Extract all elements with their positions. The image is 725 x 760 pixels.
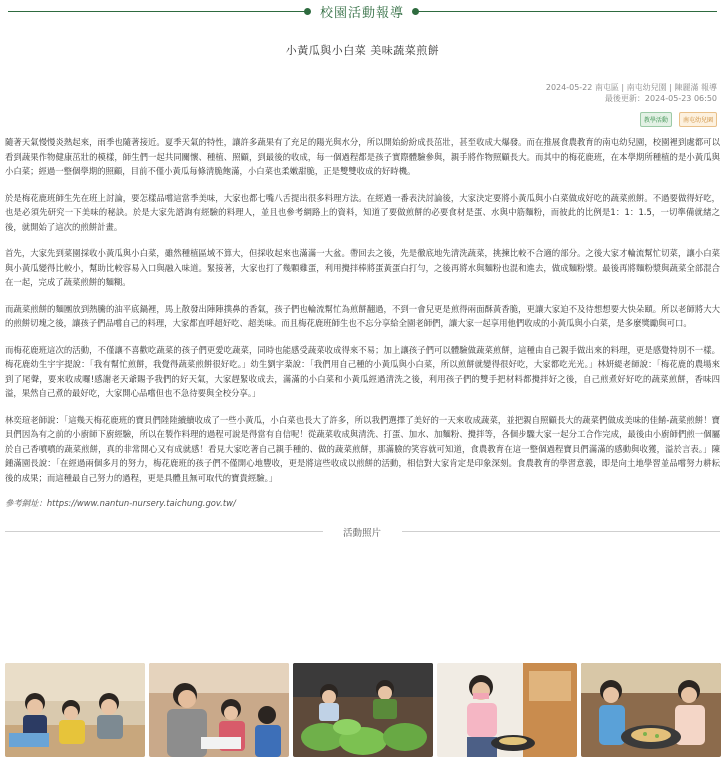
header-dot-left <box>304 8 311 15</box>
paragraph: 林奕瑄老師說：「這幾天梅花鹿班的寶貝們陸陸續續收成了一些小黃瓜，小白菜也長大了許多，所以我們選擇了美好的一天來收成蔬菜，並把親自照顧長大的蔬菜們做成美味的佳餚-蔬菜煎餅！寶貝們因為有之前的小廚師下廚經驗，所以在製作料理的過程可說是得當有自信呢！從蔬菜收成與清洗、打蛋、加水、加麵粉、攪拌等，各個步驟大家一起分工合作完成，最後由小廚師們煎一個屬於自己香噴噴的蔬菜煎餅，真的非常開心又有成就感！看見大家吃著自己親手種的、做的蔬菜煎餅，那滿臉的笑容就可知道，食農教育在這一整個過程寶貝們滿滿的感動與收獲，溢於言表。」陳鍾滿園長說：「在經過兩個多月的努力，梅花鹿班的孩子們不僅開心地豐收，更是將這些收成以煎餅的活動，相信對大家肯定是印象深刻。食農教育的學習意義，即是向土地學習並品嚐努力耕耘後的成果；而這種最自己努力的過程，更是具體且無可取代的寶貴經驗。」 <box>5 414 720 483</box>
reference-label: 參考網址： <box>5 498 47 508</box>
harvest-lettuce-photo[interactable] <box>293 663 433 757</box>
photo-gallery <box>5 663 721 757</box>
reference-link[interactable]: https://www.nantun-nursery.taichung.gov.tw/ <box>46 498 236 508</box>
paragraph: 而蔬菜煎餅的麵團放到熱騰的油平底鍋裡，馬上散發出陣陣撲鼻的香氣，孩子們也輪流幫忙為煎餅翻過，不到一會兒更是煎得兩面酥黃香脆，更讓大家迫不及待想想要大快朵頤。所以老師將大大的煎餅切塊之後，讓孩子們品嚐自己的料理，大家都直呼超好吃、超美味。而且梅花鹿班師生也不忘分享給全園老師們，讓大家一起享用他們收成的小黃瓜與小白菜，是多麼獎勵與可口。 <box>5 303 720 328</box>
article-title: 小黃瓜與小白菜 美味蔬菜煎餅 <box>285 44 440 57</box>
section-header <box>0 0 725 22</box>
pancake-pan-photo[interactable] <box>581 663 721 757</box>
gallery-header <box>0 523 725 541</box>
tag-list <box>0 107 725 127</box>
gallery-rule-right <box>402 531 720 532</box>
children-eating-photo[interactable] <box>5 663 145 757</box>
header-rule-left <box>8 11 308 12</box>
paragraph: 隨著天氣慢慢炎熱起來，雨季也隨著接近。夏季天氣的特性，讓許多蔬果有了充足的陽光與水分，所以開始紛紛成長茁壯，甚至收成大爆發。而在推展食農教育的南屯幼兒園，校園裡到處都可以看到蔬果作物健康茁壯的模樣，師生們一起共同關懷、種植、照顧，到最後的收成，每一個過程都是孩子實際體驗參與，親手將作物照顧長大。而其中的梅花鹿班，在本學期所種植的是小黃瓜與小白菜；經過一整個學期的照顧，目前不僅小黃瓜每條清脆飽滿，小白菜也柔嫩甜脆，正是雙雙收成的好時機。 <box>5 137 720 176</box>
article-meta <box>0 82 725 104</box>
reference <box>5 497 720 509</box>
paragraph: 首先，大家先到菜園採收小黃瓜與小白菜，雖然種植區域不算大，但採收起來也滿滿一大盆。帶回去之後，先是徹底地先清洗蔬菜，挑揀比較不合適的部分。之後大家才輪流幫忙切菜，讓小白菜與小黃瓜變得比較小，幫助比較容易入口與融入味道。緊接著，大家也打了幾顆雞蛋，利用攪拌棒將蛋黃蛋白打勻，之後再將水與麵粉也混和進去，做成麵粉漿。最後再將麵粉漿與蔬菜全部混合在一起，完成了蔬菜煎餅的麵糊。 <box>5 248 720 287</box>
gallery-rule-left <box>5 531 323 532</box>
tag-teaching-activity[interactable]: 教學活動 <box>640 112 672 127</box>
article-body <box>0 135 725 509</box>
paragraph: 而梅花鹿班這次的活動，不僅讓不喜歡吃蔬菜的孩子們更愛吃蔬菜，同時也能感受蔬菜收成得來不易；加上讓孩子們可以體驗做蔬菜煎餅，這種由自己親手做出來的料理，更是感覺特別不一樣。梅花鹿幼生宇宇提說：「我有幫忙煎餅，我覺得蔬菜煎餅很好吃。」幼生劉宇棻說：「我們用自己種的小黃瓜與小白菜，所以煎餅就變得很好吃，大家都吃光光。」林妍緹老師說：「梅花鹿的農場來到了尾聲，要來收成囉!感謝老天爺賜予我們的好天氣，大家趕緊收成去，滿滿的小白菜和小黃瓜經過清洗之後，利用孩子們的雙手把材料都攪拌好之後，自己煎煮好好吃的蔬菜煎餅，香味四溢，果然自己煮的最好吃，大家開心品嚐但也不急待要與全校分享。」 <box>5 344 720 398</box>
gallery-title: 活動照片 <box>342 528 381 539</box>
tag-school[interactable]: 南屯幼兒園 <box>679 112 717 127</box>
article-byline: 2024-05-22 南屯區 | 南屯幼兒園 | 陳麗滿 報導 <box>545 83 717 92</box>
girl-cooking-photo[interactable] <box>437 663 577 757</box>
teacher-cutting-photo[interactable] <box>149 663 289 757</box>
header-rule-right <box>417 11 717 12</box>
section-title: 校園活動報導 <box>319 6 404 21</box>
article-updated: 最後更新：2024-05-23 06:50 <box>604 94 717 103</box>
paragraph: 於是梅花鹿班師生先在班上討論，要怎樣品嚐這當季美味，大家也都七嘴八舌提出很多料理方法。在經過一番表決討論後，大家決定要將小黃瓜與小白菜做成好吃的蔬菜煎餅。不過要做得好吃，也是必須先研究一下美味的秘訣。於是大家先諮詢有經驗的料理人，並且也參考網路上的資料，知道了要做煎餅的必要食材是蛋、水與中筋麵粉，而彼此的比例是1：1：1.5，一切準備就緒之後，就開始了這次的煎餅計畫。 <box>5 192 720 232</box>
